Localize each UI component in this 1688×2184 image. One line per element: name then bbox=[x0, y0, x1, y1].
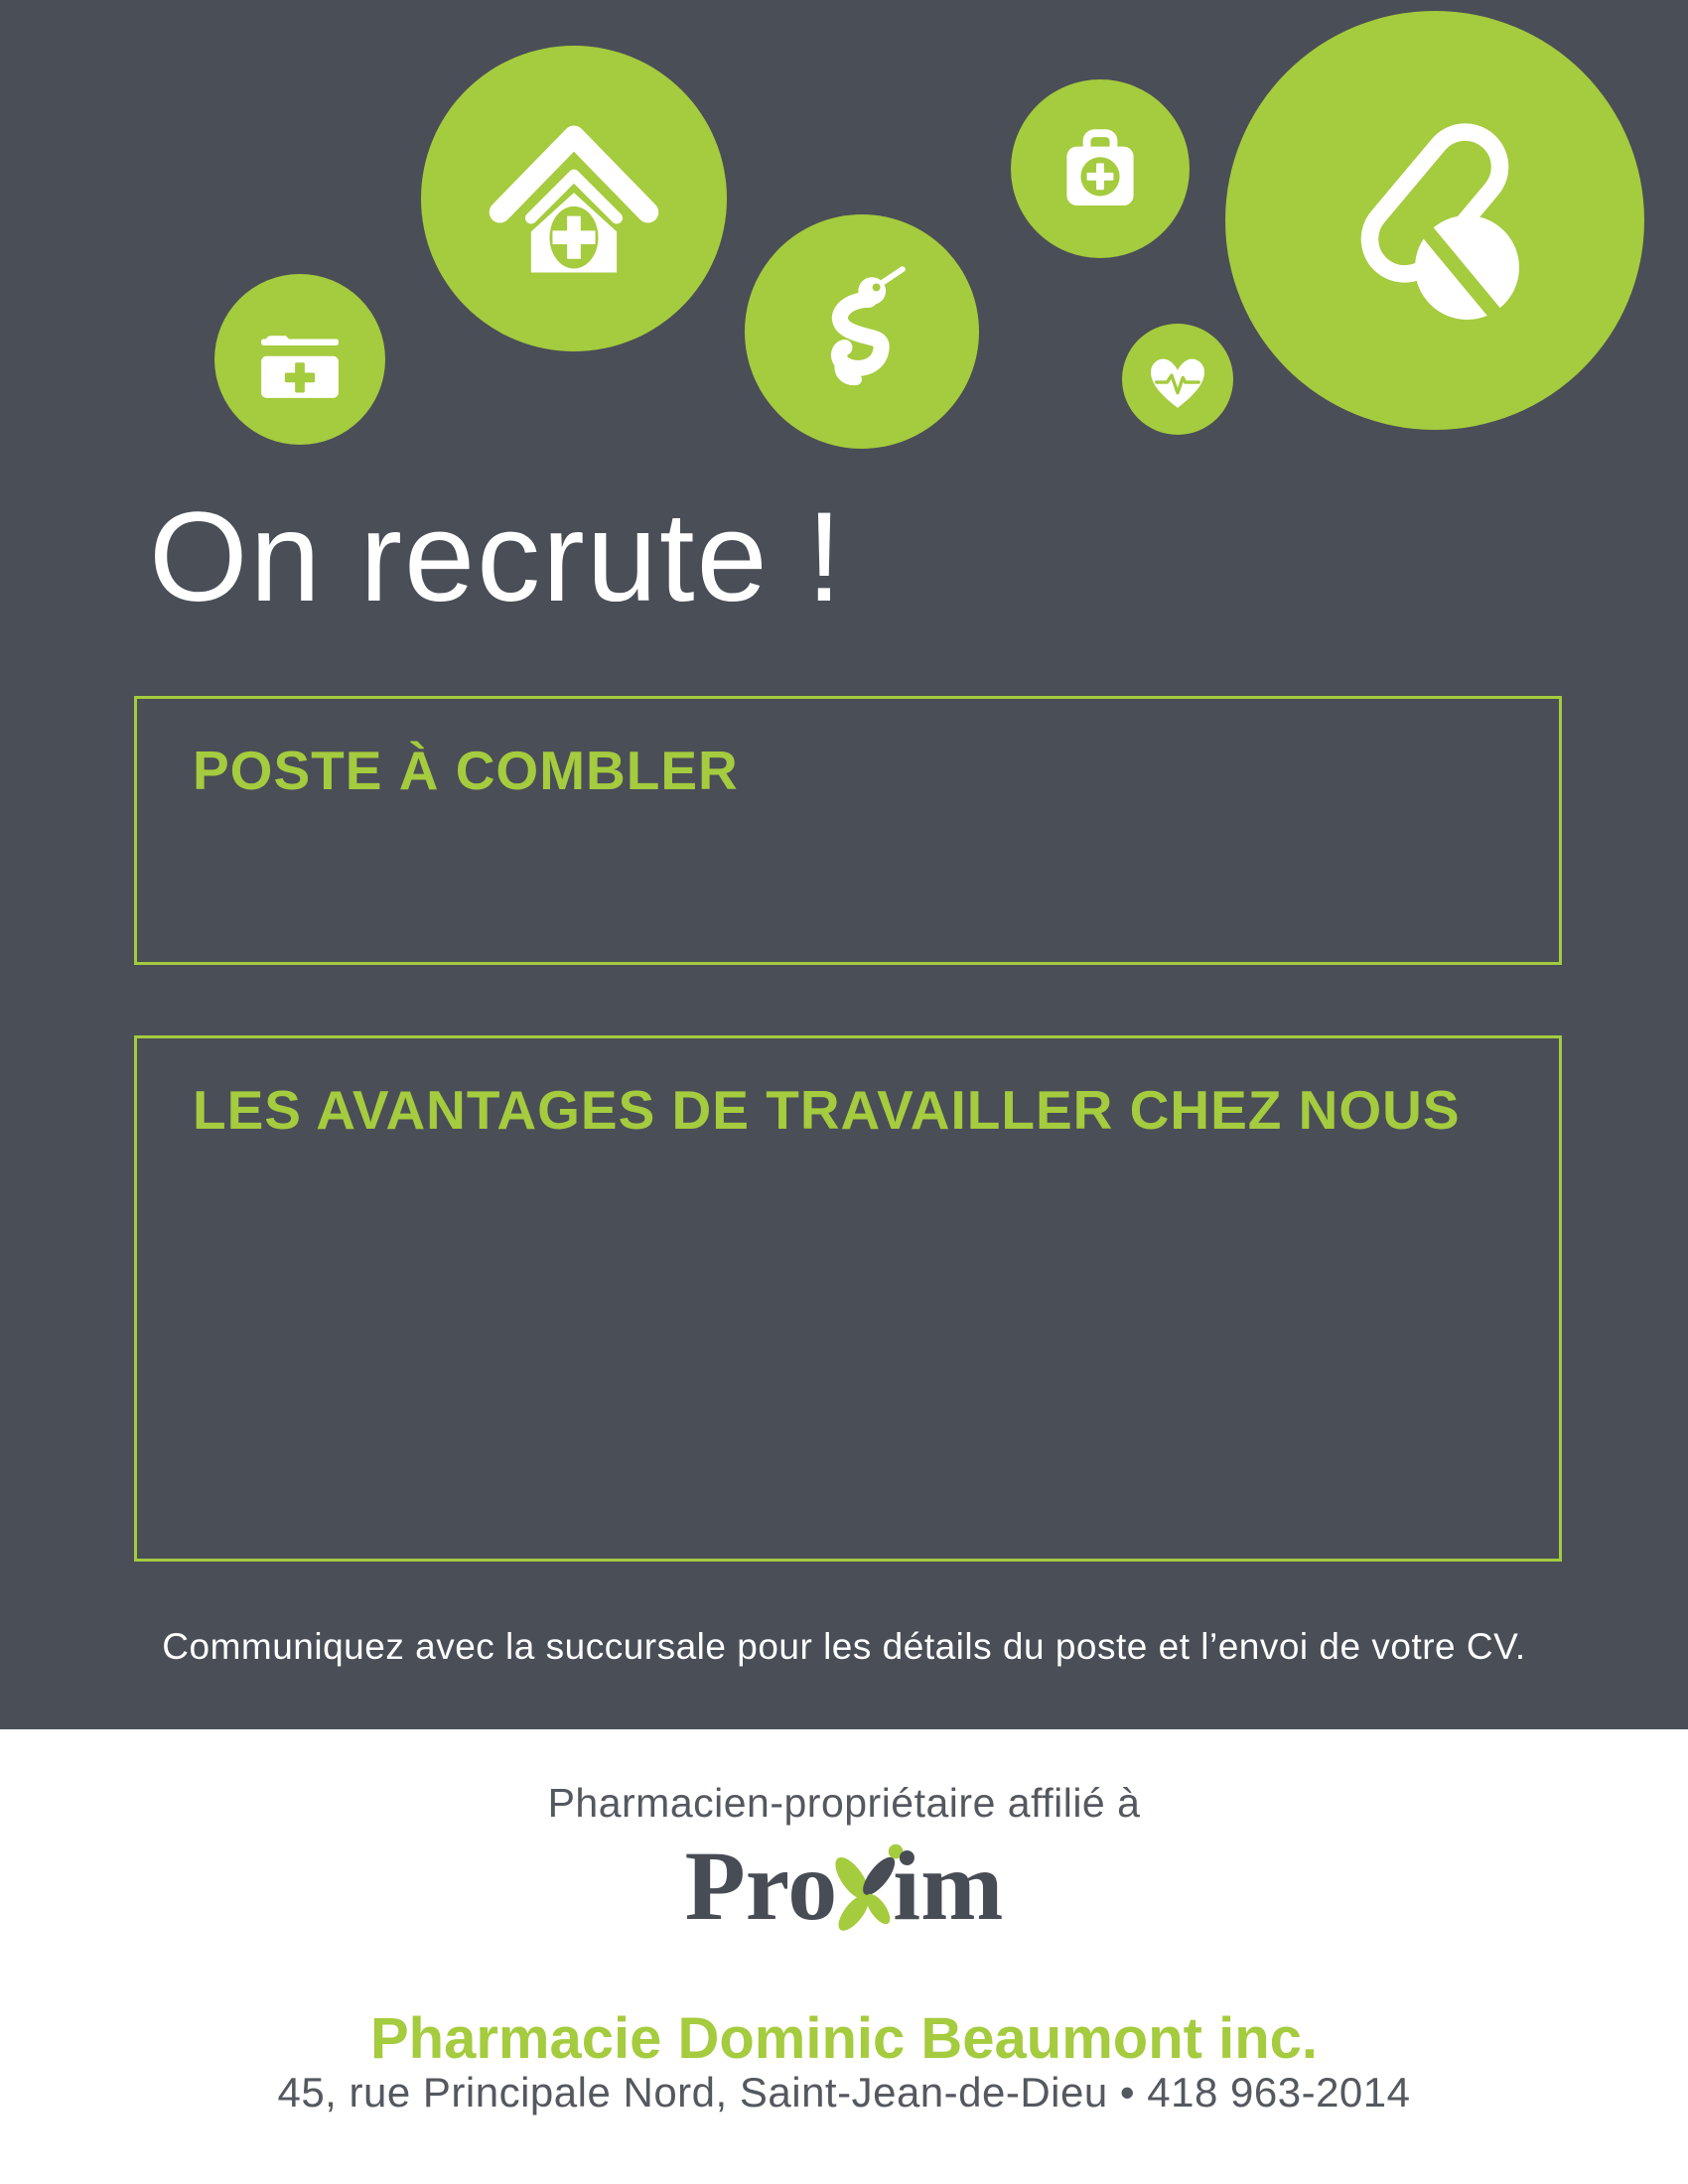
proxim-logo-text-im: im bbox=[893, 1831, 1004, 1941]
bubble-pill bbox=[1225, 11, 1644, 430]
medical-house-icon bbox=[477, 101, 671, 296]
bubble-snake bbox=[745, 214, 979, 449]
proxim-logo bbox=[0, 1831, 1688, 1946]
bubble-house bbox=[421, 46, 727, 351]
benefits-box-title: LES AVANTAGES DE TRAVAILLER CHEZ NOUS bbox=[193, 1079, 1461, 1141]
heart-pulse-icon bbox=[1140, 341, 1215, 417]
pharmacy-name: Pharmacie Dominic Beaumont inc. bbox=[369, 2006, 1319, 2071]
bubble-folder bbox=[214, 274, 385, 445]
address-and-phone: 45, rue Principale Nord, Saint-Jean-de-Dieu • 418 963-2014 bbox=[277, 2069, 1411, 2116]
folder-plus-icon bbox=[246, 306, 353, 413]
asclepius-snake-icon bbox=[789, 259, 934, 404]
bubble-heart bbox=[1122, 324, 1233, 435]
position-box-title: POSTE À COMBLER bbox=[193, 740, 739, 801]
page-title: On recrute ! bbox=[149, 486, 844, 628]
first-aid-kit-icon bbox=[1045, 113, 1156, 224]
benefits-box bbox=[134, 1035, 1562, 1562]
proxim-logo-text-pro: Pro bbox=[684, 1831, 838, 1941]
pill-tablet-icon bbox=[1311, 96, 1559, 344]
bubble-first-aid bbox=[1011, 79, 1190, 258]
affiliation-label: Pharmacien-propriétaire affilié à bbox=[547, 1780, 1141, 1826]
contact-note: Communiquez avec la succursale pour les détails du poste et l’envoi de votre CV. bbox=[162, 1626, 1526, 1667]
position-to-fill-box bbox=[134, 696, 1562, 965]
